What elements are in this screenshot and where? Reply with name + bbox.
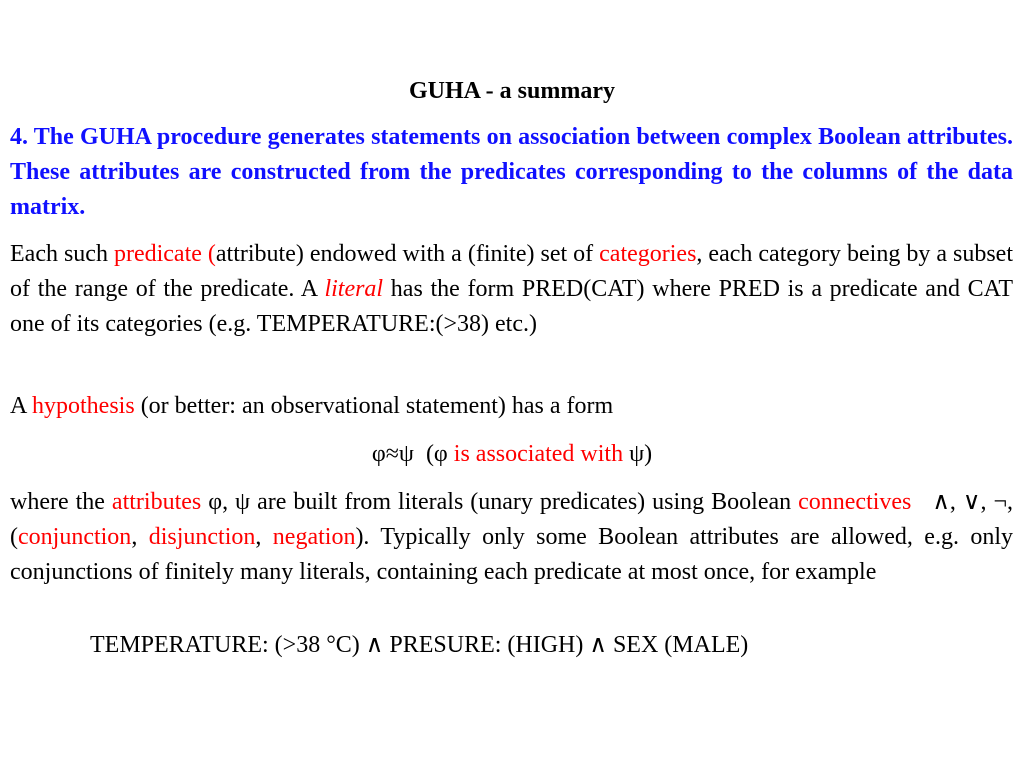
term-categories: categories xyxy=(599,241,697,267)
text: ψ) xyxy=(623,441,653,467)
text: φ, ψ are built from literals (unary predicates) using Boolean xyxy=(201,489,799,515)
text: , each category being by a subset of the range of the predicate. A xyxy=(10,241,1013,302)
term-associated: is associated with xyxy=(453,441,624,467)
term-predicate: predicate ( xyxy=(113,241,216,267)
text: ). Typically only some Boolean attributes are allowed, e.g. only conjunctions of finitely many literals, containing each predicate at most once, for example xyxy=(10,524,1014,585)
slide-title: GUHA - a summary xyxy=(409,78,615,104)
text: Each such xyxy=(10,241,114,267)
term-negation: negation xyxy=(272,524,356,550)
term-disjunction: disjunction xyxy=(148,524,256,550)
text: , xyxy=(131,524,149,550)
term-attributes: attributes xyxy=(111,489,202,515)
attributes-paragraph xyxy=(10,485,1020,590)
text: attribute) endowed with a (finite) set of xyxy=(215,241,600,267)
term-conjunction: conjunction xyxy=(18,524,132,550)
term-hypothesis: hypothesis xyxy=(32,393,135,419)
term-literal: literal xyxy=(324,276,384,302)
text: where the xyxy=(10,489,112,515)
text: , xyxy=(255,524,273,550)
connective-symbols: ∧, ∨, ¬, ( xyxy=(10,489,1020,550)
text: has the form PRED(CAT) where PRED is a predicate and CAT one of its categories (e.g. TEMPERATURE:(>38) etc.) xyxy=(10,276,1013,337)
predicate-paragraph xyxy=(10,237,1013,342)
hypothesis-paragraph xyxy=(10,389,1013,424)
term-connectives: connectives xyxy=(798,489,912,515)
hypothesis-formula xyxy=(10,437,1014,472)
text: (φ xyxy=(413,441,454,467)
example-formula: TEMPERATURE: (>38 °C) ∧ PRESURE: (HIGH) ∧ SEX (MALE) xyxy=(90,632,749,658)
text: (or better: an observational statement) has a form xyxy=(134,393,614,419)
formula: φ≈ψ xyxy=(371,441,414,467)
text: A xyxy=(10,393,33,419)
intro-paragraph: 4. The GUHA procedure generates statements on association between complex Boolean attributes. These attributes are constructed from the predicates corresponding to the columns of the data matrix. xyxy=(10,124,1013,220)
